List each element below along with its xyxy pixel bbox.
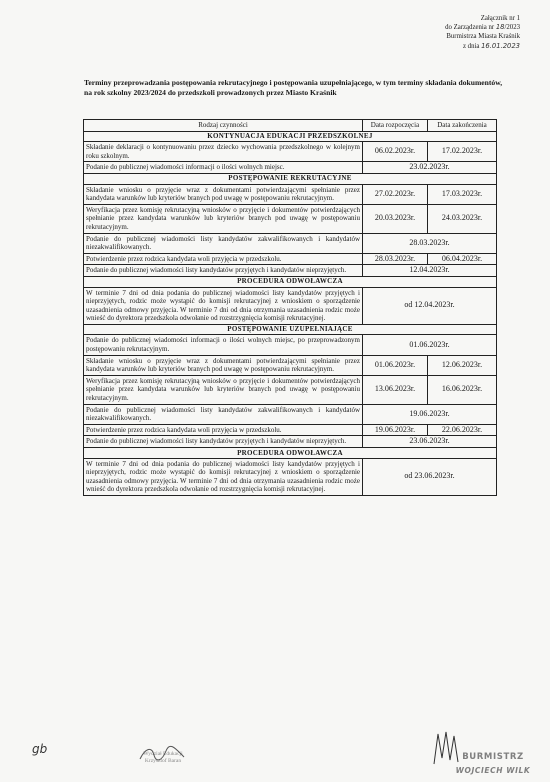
activity-cell: Weryfikacja przez komisję rekrutacyjną wniosków o przyjęcie i dokumentów potwierdzających spełnianie przez kandydata warunków lub kryteriów branych pod uwagę w postępowaniu rekrutacyjnym. [84,375,363,404]
activity-cell: Podanie do publicznej wiadomości informacji o ilości wolnych miejsc, po przeprowadzonym postępowaniu rekrutacyjnym. [84,335,363,355]
activity-cell: Podanie do publicznej wiadomości listy kandydatów zakwalifikowanych i kandydatów niezakwalifikowanych. [84,404,363,424]
ordinance-date: 16.01.2023 [481,41,520,50]
mayor-stamp [438,752,548,780]
header-start-date: Data rozpoczęcia [363,120,428,132]
section-header-row [84,324,497,335]
date-cell-merged: 28.03.2023r. [363,233,497,253]
annex-issuer: Burmistrza Miasta Kraśnik [446,33,520,41]
activity-cell: W terminie 7 dni od dnia podania do publicznej wiadomości listy kandydatów przyjętych i nieprzyjętych, rodzic może wystąpić do komisji rekrutacyjnej z wnioskiem o sporządzenie uzasadnienia odmowy przyjęcia. W terminie 7 dni od dnia otrzymania uzasadnienia rodzic może wnieść do dyrektora przedszkola odwołanie od rozstrzygnięcia komisji rekrutacyjnej. [84,458,363,495]
department-name: Wydział Edukacji [143,751,183,757]
start-date-cell: 20.03.2023r. [363,204,428,233]
section-title: KONTYNUACJA EDUKACJI PRZEDSZKOLNEJ [84,131,497,142]
annex-ordinance: do Zarządzenia nr 18/2023 [445,23,520,32]
section-title: PROCEDURA ODWOŁAWCZA [84,448,497,459]
section-title: PROCEDURA ODWOŁAWCZA [84,276,497,287]
end-date-cell: 06.04.2023r. [428,253,497,265]
end-date-cell: 12.06.2023r. [428,355,497,375]
start-date-cell: 06.02.2023r. [363,142,428,162]
ordinance-number: 18 [495,23,505,32]
start-date-cell: 13.06.2023r. [363,375,428,404]
activity-cell: Składanie wniosku o przyjęcie wraz z dokumentami potwierdzającymi spełnianie przez kandydata warunków lub kryteriów branych pod uwagę w postępowaniu rekrutacyjnym. [84,355,363,375]
end-date-cell: 24.03.2023r. [428,204,497,233]
table-row [84,287,497,324]
table-row [84,335,497,355]
schedule-table [83,119,497,496]
table-row [84,142,497,162]
signature-left [138,745,188,763]
end-date-cell: 17.03.2023r. [428,184,497,204]
department-stamp [118,751,208,765]
table-row [84,204,497,233]
document-title: Terminy przeprowadzania postępowania rekrutacyjnego i postępowania uzupełniającego, w tym terminy składania dokumentów, na rok szkolny 2023/2024 do przedszkoli prowadzonych przez Miasto Kraśnik [84,78,503,97]
date-cell-merged: od 12.04.2023r. [363,287,497,324]
section-header-row [84,173,497,184]
annex-date: z dnia 16.01.2023 [462,41,520,50]
margin-handwritten-mark: gb [32,742,48,756]
mayor-title: BURMISTRZ [462,752,524,762]
date-cell-merged: od 23.06.2023r. [363,458,497,495]
start-date-cell: 27.02.2023r. [363,184,428,204]
table-row [84,404,497,424]
table-row [84,436,497,448]
activity-cell: Podanie do publicznej wiadomości listy kandydatów zakwalifikowanych i kandydatów niezakwalifikowanych. [84,233,363,253]
table-header-row [84,120,497,132]
table-row [84,162,497,174]
activity-cell: Podanie do publicznej wiadomości listy kandydatów przyjętych i kandydatów nieprzyjętych. [84,265,363,277]
table-row [84,458,497,495]
section-title: POSTĘPOWANIE UZUPEŁNIAJĄCE [84,324,497,335]
activity-cell: W terminie 7 dni od dnia podania do publicznej wiadomości listy kandydatów przyjętych i nieprzyjętych, rodzic może wystąpić do komisji rekrutacyjnej z wnioskiem o sporządzenie uzasadnienia odmowy przyjęcia. W terminie 7 dni od dnia otrzymania uzasadnienia rodzic może wnieść do dyrektora przedszkola odwołanie od rozstrzygnięcia komisji rekrutacyjnej. [84,287,363,324]
header-end-date: Data zakończenia [428,120,497,132]
date-cell-merged: 12.04.2023r. [363,265,497,277]
activity-cell: Składanie deklaracji o kontynuowaniu przez dziecko wychowania przedszkolnego w kolejnym roku szkolnym. [84,142,363,162]
table-row [84,253,497,265]
activity-cell: Potwierdzenie przez rodzica kandydata woli przyjęcia w przedszkolu. [84,253,363,265]
activity-cell: Podanie do publicznej wiadomości listy kandydatów przyjętych i kandydatów nieprzyjętych. [84,436,363,448]
date-cell-merged: 23.06.2023r. [363,436,497,448]
signature-right [428,728,468,768]
date-cell-merged: 01.06.2023r. [363,335,497,355]
annex-header [340,14,520,51]
table-row [84,375,497,404]
end-date-cell: 16.06.2023r. [428,375,497,404]
activity-cell: Składanie wniosku o przyjęcie wraz z dokumentami potwierdzającymi spełnianie przez kandydata warunków lub kryteriów branych pod uwagę w postępowaniu rekrutacyjnym. [84,184,363,204]
activity-cell: Podanie do publicznej wiadomości informacji o ilości wolnych miejsc. [84,162,363,174]
section-header-row [84,448,497,459]
activity-cell: Potwierdzenie przez rodzica kandydata woli przyjęcia w przedszkolu. [84,424,363,436]
end-date-cell: 17.02.2023r. [428,142,497,162]
table-row [84,355,497,375]
start-date-cell: 28.03.2023r. [363,253,428,265]
end-date-cell: 22.06.2023r. [428,424,497,436]
department-person: Krzysztof Baran [144,758,182,764]
table-row [84,265,497,277]
section-header-row [84,276,497,287]
date-cell-merged: 23.02.2023r. [363,162,497,174]
header-activity: Rodzaj czynności [84,120,363,132]
table-row [84,184,497,204]
annex-number: Załącznik nr 1 [480,15,520,22]
table-row [84,233,497,253]
section-header-row [84,131,497,142]
start-date-cell: 01.06.2023r. [363,355,428,375]
start-date-cell: 19.06.2023r. [363,424,428,436]
mayor-name: WOJCIECH WILK [455,766,531,775]
activity-cell: Weryfikacja przez komisję rekrutacyjną wniosków o przyjęcie i dokumentów potwierdzających spełnianie przez kandydata warunków lub kryteriów branych pod uwagę w postępowaniu rekrutacyjnym. [84,204,363,233]
table-row [84,424,497,436]
date-cell-merged: 19.06.2023r. [363,404,497,424]
section-title: POSTĘPOWANIE REKRUTACYJNE [84,173,497,184]
